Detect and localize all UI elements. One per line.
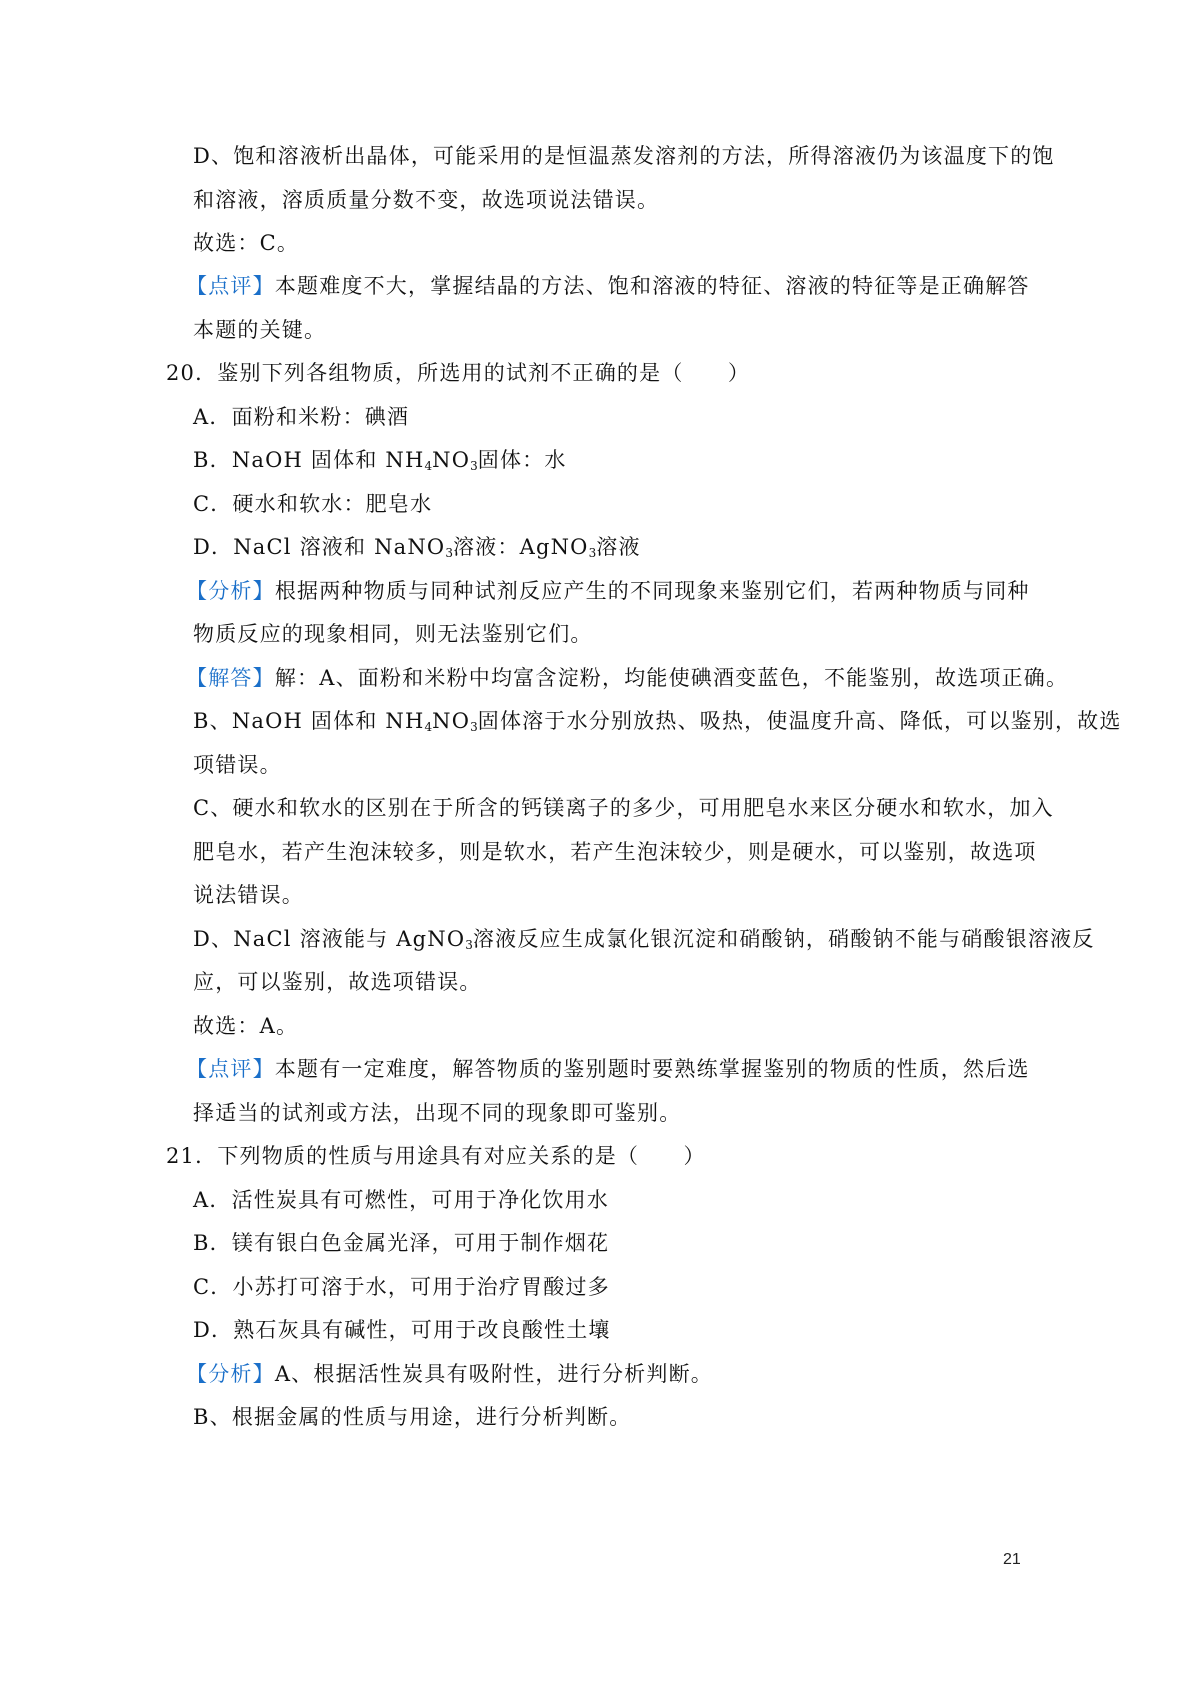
page-number: 21 (1003, 1551, 1021, 1568)
text-line: 故选：C。 (193, 231, 300, 255)
option-line: A．活性炭具有可燃性，可用于净化饮用水 (193, 1188, 609, 1212)
option-line: C．硬水和软水：肥皂水 (193, 492, 433, 516)
text-line: 肥皂水，若产生泡沫较多，则是软水，若产生泡沫较少，则是硬水，可以鉴别，故选项 (193, 840, 1037, 864)
text-line: C、硬水和软水的区别在于所含的钙镁离子的多少，可用肥皂水来区分硬水和软水，加入 (193, 796, 1054, 820)
answer-tag: 【解答】 (186, 666, 275, 690)
subscript: 4 (424, 459, 433, 473)
subscript: 3 (470, 459, 478, 473)
text-span: 本题有一定难度，解答物质的鉴别题时要熟练掌握鉴别的物质的性质，然后选 (274, 1057, 1030, 1081)
text-span: 根据两种物质与同种试剂反应产生的不同现象来鉴别它们，若两种物质与同种 (274, 579, 1030, 603)
comment-line (186, 1055, 1030, 1083)
text-line: 物质反应的现象相同，则无法鉴别它们。 (193, 622, 593, 646)
option-line: B．镁有银白色金属光泽，可用于制作烟花 (193, 1231, 610, 1255)
text-line: 本题的关键。 (193, 318, 327, 342)
analysis-line (186, 1360, 713, 1388)
subscript: 4 (424, 720, 433, 734)
text-span: 溶液 (596, 535, 641, 559)
text-line: 择适当的试剂或方法，出现不同的现象即可鉴别。 (193, 1101, 682, 1125)
question-21-title: 21．下列物质的性质与用途具有对应关系的是（ ） (166, 1144, 706, 1168)
text-span: 解：A、面粉和米粉中均富含淀粉，均能使碘酒变蓝色，不能鉴别，故选项正确。 (274, 666, 1069, 690)
text-span: 固体：水 (477, 448, 567, 472)
text-line (193, 925, 1095, 959)
text-span: 溶液：AgNO (453, 535, 589, 559)
text-line (193, 707, 1122, 741)
text-span: B．NaOH 固体和 NH (193, 448, 425, 472)
text-line: 和溶液，溶质质量分数不变，故选项说法错误。 (193, 188, 660, 212)
text-span: 本题难度不大，掌握结晶的方法、饱和溶液的特征、溶液的特征等是正确解答 (274, 274, 1030, 298)
analysis-tag: 【分析】 (186, 1362, 275, 1386)
text-span: NO (432, 709, 471, 733)
option-line (193, 446, 567, 480)
text-span: 溶液反应生成氯化银沉淀和硝酸钠，硝酸钠不能与硝酸银溶液反 (472, 927, 1095, 951)
analysis-tag: 【分析】 (186, 579, 275, 603)
comment-tag: 【点评】 (186, 274, 275, 298)
comment-line (186, 272, 1030, 300)
text-span: B、NaOH 固体和 NH (193, 709, 425, 733)
text-span: 固体溶于水分别放热、吸热，使温度升高、降低，可以鉴别，故选 (477, 709, 1122, 733)
option-line (193, 533, 641, 567)
option-line: C．小苏打可溶于水，可用于治疗胃酸过多 (193, 1275, 610, 1299)
text-line: B、根据金属的性质与用途，进行分析判断。 (193, 1405, 632, 1429)
analysis-line (186, 577, 1030, 605)
text-line: 应，可以鉴别，故选项错误。 (193, 970, 482, 994)
subscript: 3 (470, 720, 478, 734)
question-20-title: 20．鉴别下列各组物质，所选用的试剂不正确的是（ ） (166, 361, 751, 385)
comment-tag: 【点评】 (186, 1057, 275, 1081)
subscript: 3 (465, 938, 473, 952)
text-span: NO (432, 448, 471, 472)
option-line: A．面粉和米粉：碘酒 (193, 405, 410, 429)
subscript: 3 (445, 546, 453, 560)
subscript: 3 (588, 546, 597, 560)
text-span: D．NaCl 溶液和 NaNO (193, 535, 446, 559)
option-line: D．熟石灰具有碱性，可用于改良酸性土壤 (193, 1318, 611, 1342)
text-line: D、饱和溶液析出晶体，可能采用的是恒温蒸发溶剂的方法，所得溶液仍为该温度下的饱 (193, 144, 1055, 168)
answer-line (186, 664, 1068, 692)
text-span: D、NaCl 溶液能与 AgNO (193, 927, 466, 951)
text-line: 说法错误。 (193, 883, 304, 907)
text-span: A、根据活性炭具有吸附性，进行分析判断。 (274, 1362, 713, 1386)
text-line: 项错误。 (193, 753, 282, 777)
text-line: 故选：A。 (193, 1014, 299, 1038)
